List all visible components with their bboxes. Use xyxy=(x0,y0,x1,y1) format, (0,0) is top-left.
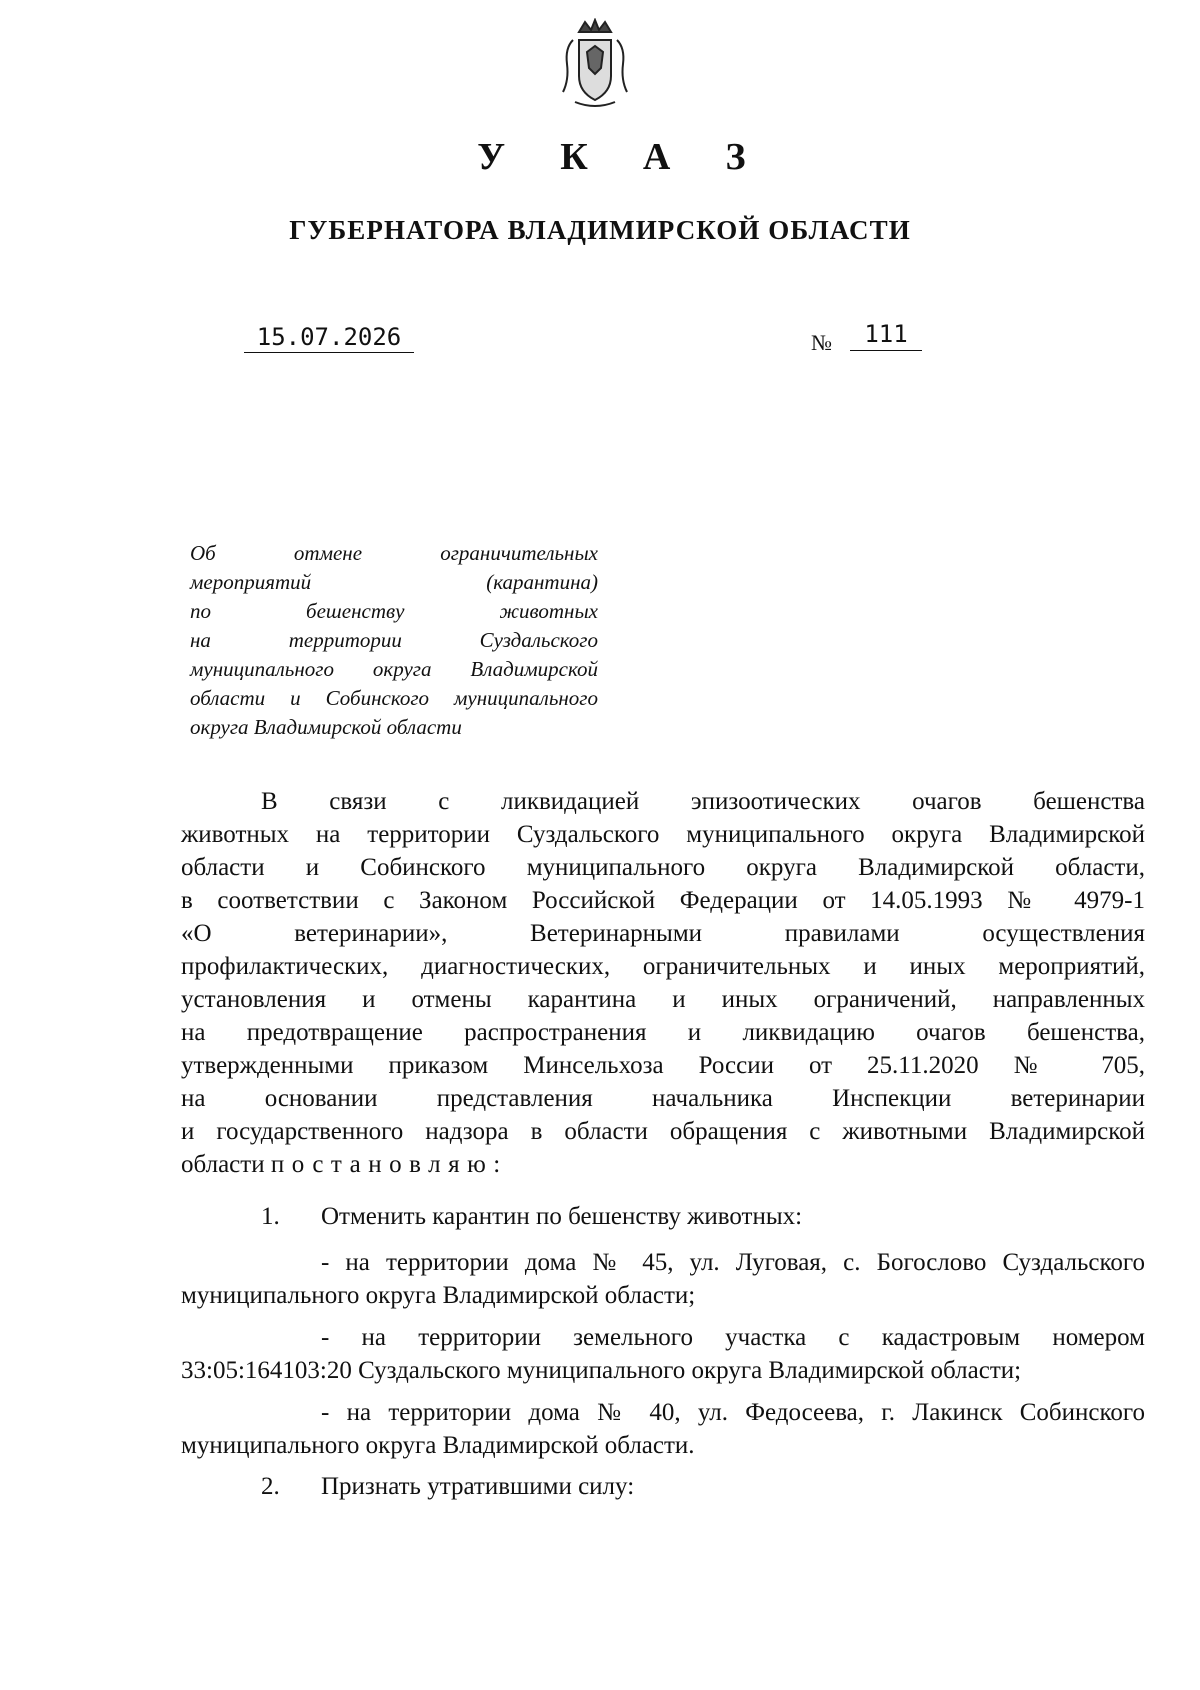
preamble-line: в соответствии с Законом Российской Федерации от 14.05.1993 № 4979-1 xyxy=(181,887,1145,914)
decree-date: 15.07.2026 xyxy=(244,323,414,353)
subitem-line: муниципального округа Владимирской области. xyxy=(181,1432,695,1459)
coat-of-arms-icon xyxy=(555,18,635,110)
preamble-line: установления и отмены карантина и иных ограничений, направленных xyxy=(181,986,1145,1013)
resolve-word: постановляю: xyxy=(270,1151,508,1178)
item-text: Признать утратившими силу: xyxy=(321,1473,635,1500)
preamble-line: на предотвращение распространения и ликвидацию очагов бешенства, xyxy=(181,1019,1145,1046)
preamble-line: профилактических, диагностических, ограничительных и иных мероприятий, xyxy=(181,953,1145,980)
preamble-line: животных на территории Суздальского муниципального округа Владимирской xyxy=(181,821,1145,848)
subitem-line: - на территории земельного участка с кадастровым номером xyxy=(321,1324,1145,1351)
closing-prefix: области xyxy=(181,1151,271,1178)
subject-line: по бешенству животных xyxy=(190,599,598,623)
subject-line: на территории Суздальского xyxy=(190,628,598,652)
preamble-paragraph xyxy=(181,785,1145,1181)
subitem-1 xyxy=(181,1246,1145,1312)
subitem-2 xyxy=(181,1321,1145,1387)
item-number: 2. xyxy=(261,1473,280,1500)
issuer-title: ГУБЕРНАТОРА ВЛАДИМИРСКОЙ ОБЛАСТИ xyxy=(289,215,911,245)
preamble-line: на основании представления начальника Инспекции ветеринарии xyxy=(181,1085,1145,1112)
decree-title: У К А З xyxy=(477,136,769,178)
decree-number: 111 xyxy=(850,320,922,351)
subitem-3 xyxy=(181,1396,1145,1462)
number-sign: № xyxy=(811,330,832,355)
subject-line: Об отмене ограничительных xyxy=(190,541,598,565)
preamble-closing xyxy=(181,1148,1145,1181)
subject-line: области и Собинского муниципального xyxy=(190,686,598,710)
preamble-line: и государственного надзора в области обращения с животными Владимирской xyxy=(181,1118,1145,1145)
subitem-line: - на территории дома № 45, ул. Луговая, с. Богослово Суздальского xyxy=(321,1249,1145,1276)
subitem-line: 33:05:164103:20 Суздальского муниципального округа Владимирской области; xyxy=(181,1357,1022,1384)
preamble-line: утвержденными приказом Минсельхоза России от 25.11.2020 № 705, xyxy=(181,1052,1145,1079)
subject-line: округа Владимирской области xyxy=(190,715,462,739)
subitem-line: - на территории дома № 40, ул. Федосеева, г. Лакинск Собинского xyxy=(321,1399,1145,1426)
preamble-line: области и Собинского муниципального округа Владимирской области, xyxy=(181,854,1145,881)
preamble-line: В связи с ликвидацией эпизоотических очагов бешенства xyxy=(261,788,1145,815)
subitem-line: муниципального округа Владимирской области; xyxy=(181,1282,696,1309)
item-number: 1. xyxy=(261,1203,280,1230)
subject-line: муниципального округа Владимирской xyxy=(190,657,598,681)
decree-subject xyxy=(190,539,598,742)
item-text: Отменить карантин по бешенству животных: xyxy=(321,1203,803,1230)
preamble-line: «О ветеринарии», Ветеринарными правилами осуществления xyxy=(181,920,1145,947)
subject-line: мероприятий (карантина) xyxy=(190,570,598,594)
